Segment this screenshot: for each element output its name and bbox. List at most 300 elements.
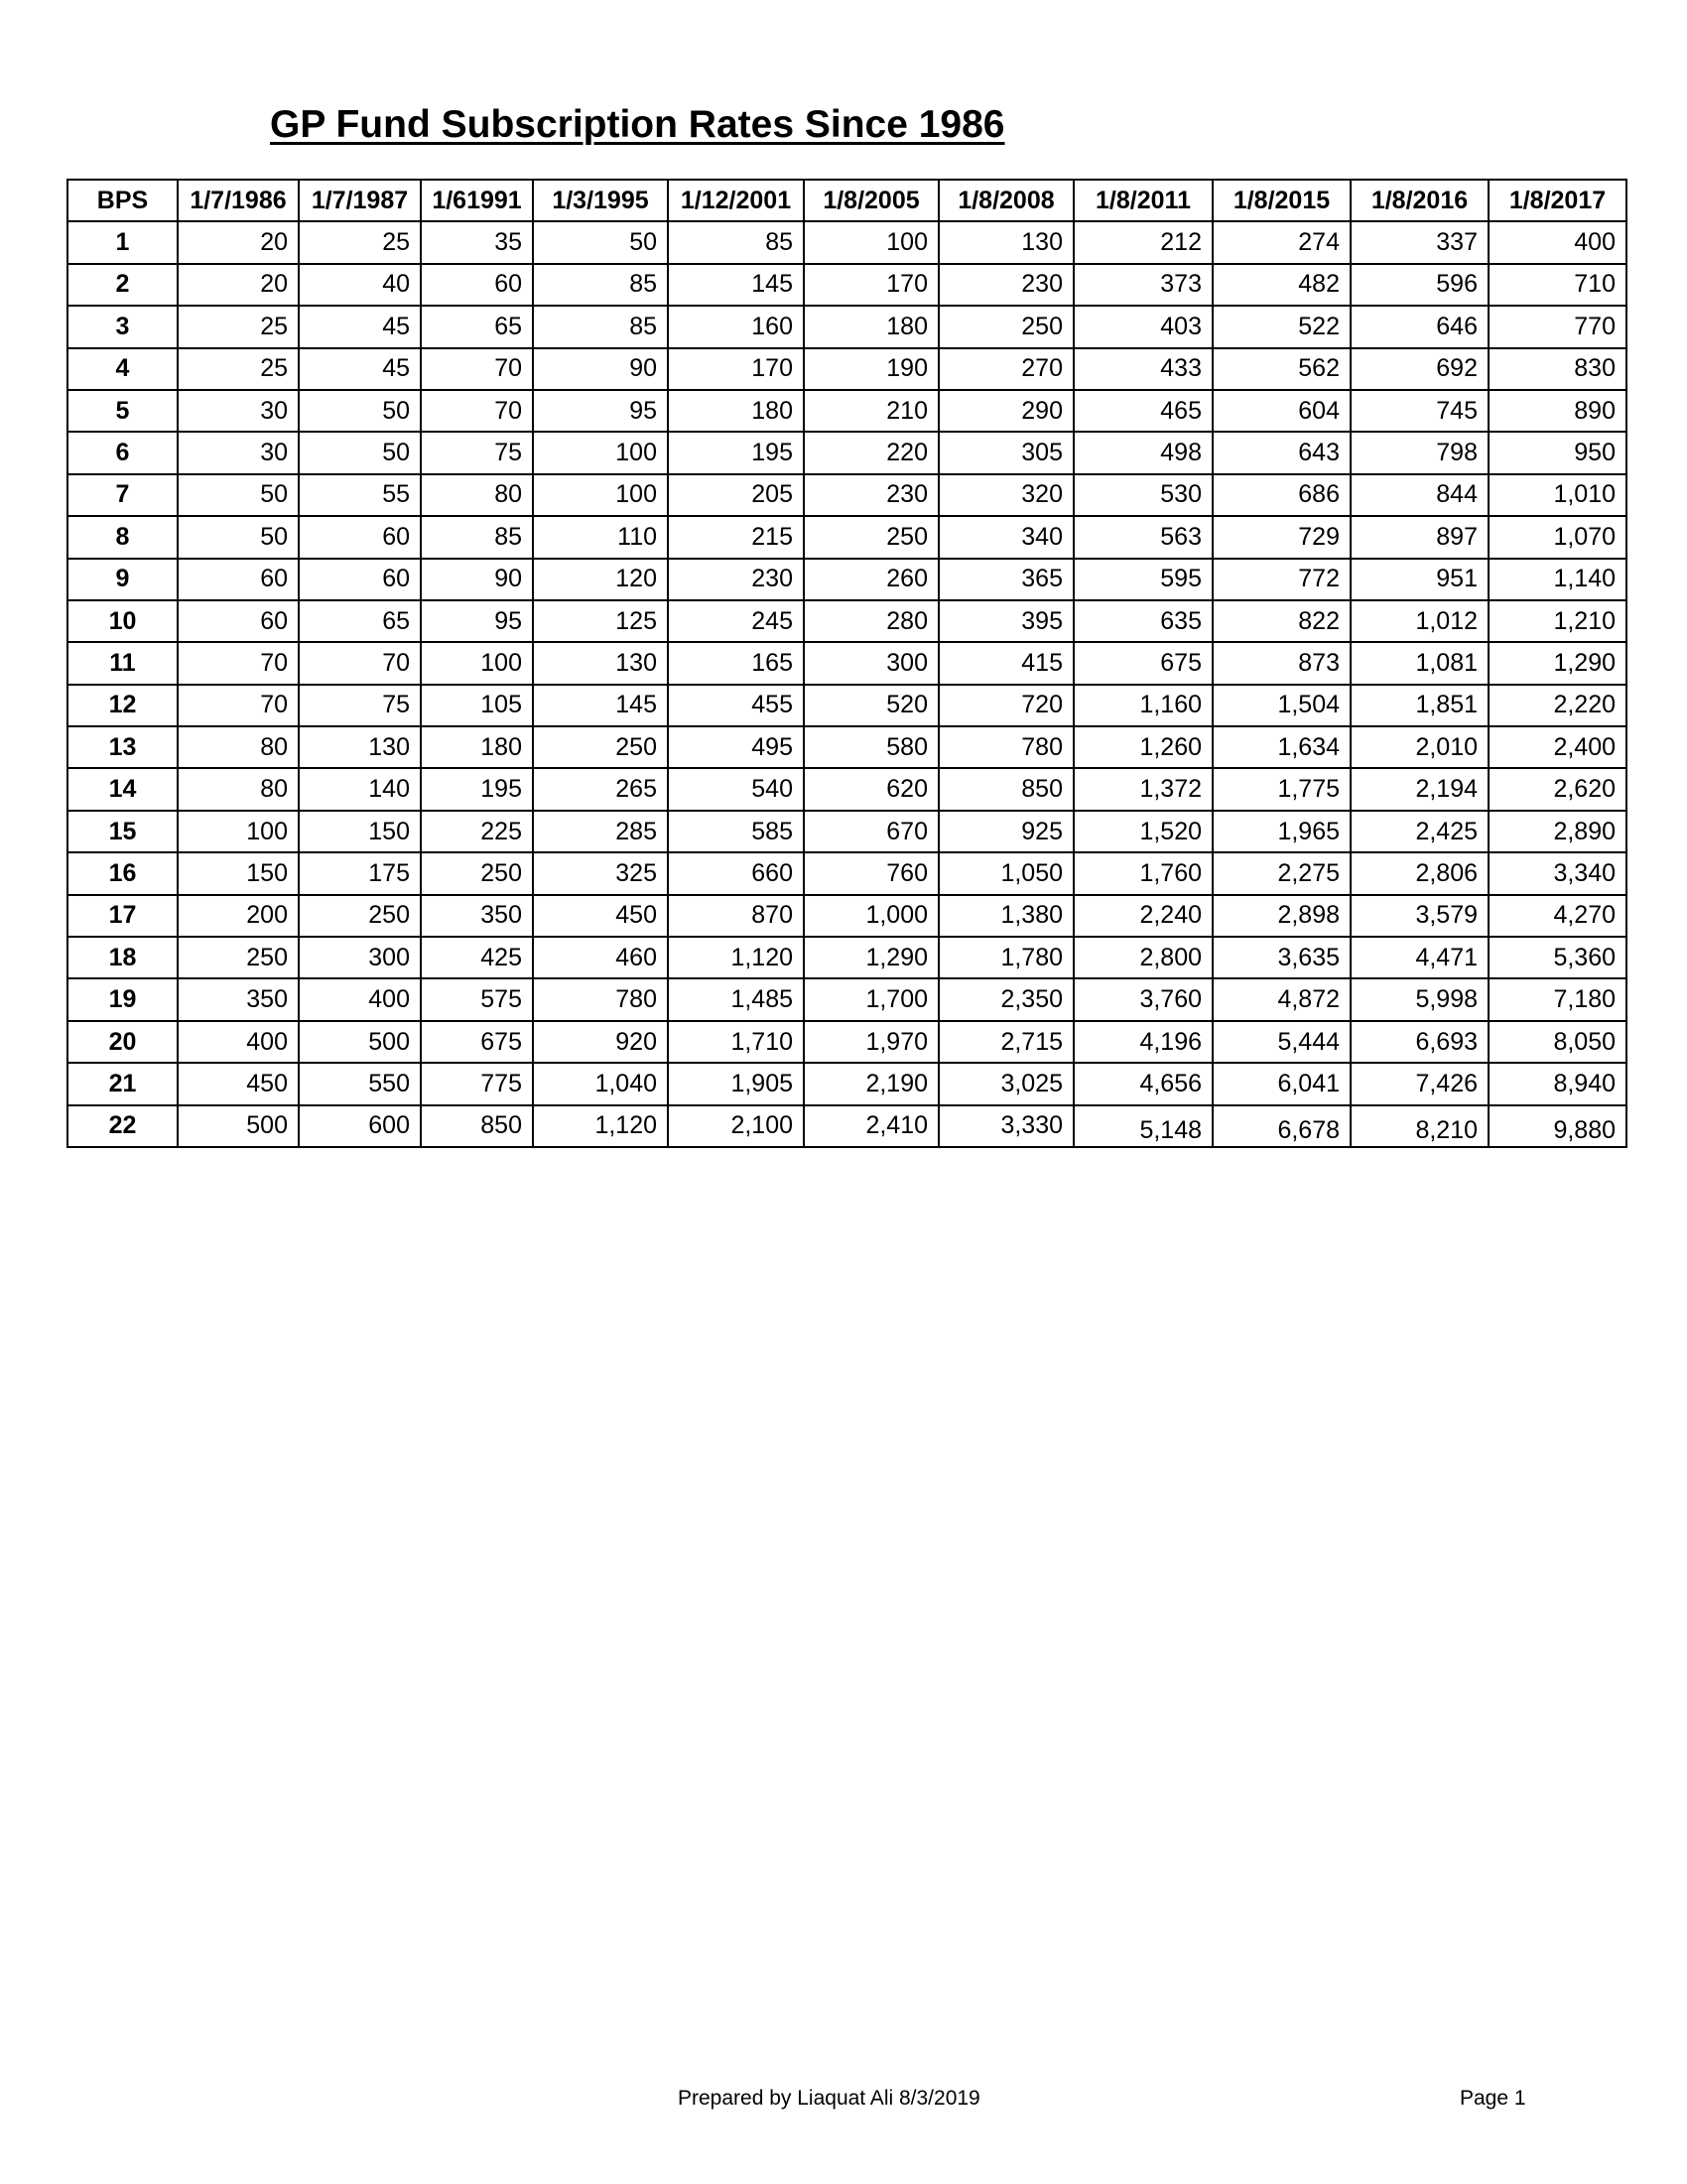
bps-grade-cell: 7	[67, 474, 178, 516]
rate-cell: 195	[421, 768, 533, 810]
rate-cell: 50	[299, 432, 421, 473]
rate-cell: 2,350	[939, 978, 1074, 1020]
rate-cell: 1,965	[1213, 811, 1351, 852]
rate-cell: 4,196	[1074, 1021, 1213, 1063]
rate-cell: 460	[533, 937, 668, 978]
rate-cell: 5,148	[1074, 1105, 1213, 1147]
bps-grade-cell: 19	[67, 978, 178, 1020]
rate-cell: 745	[1351, 390, 1489, 432]
rate-cell: 7,426	[1351, 1063, 1489, 1104]
rate-cell: 90	[421, 559, 533, 600]
rate-cell: 25	[178, 306, 299, 347]
rate-cell: 70	[178, 642, 299, 684]
bps-grade-cell: 18	[67, 937, 178, 978]
prepared-by-footer: Prepared by Liaquat Ali 8/3/2019	[678, 2087, 980, 2110]
rate-cell: 1,905	[668, 1063, 804, 1104]
rate-cell: 620	[804, 768, 939, 810]
rate-cell: 100	[533, 432, 668, 473]
rate-cell: 200	[178, 895, 299, 937]
rate-cell: 500	[299, 1021, 421, 1063]
rate-cell: 90	[533, 348, 668, 390]
rate-cell: 110	[533, 516, 668, 558]
column-header-date: 1/3/1995	[533, 180, 668, 221]
rate-cell: 6,693	[1351, 1021, 1489, 1063]
rate-cell: 1,081	[1351, 642, 1489, 684]
bps-grade-cell: 22	[67, 1105, 178, 1147]
rate-cell: 425	[421, 937, 533, 978]
table-row	[67, 1063, 1626, 1104]
rate-cell: 830	[1489, 348, 1626, 390]
rate-cell: 350	[421, 895, 533, 937]
rate-cell: 215	[668, 516, 804, 558]
rate-cell: 60	[421, 264, 533, 306]
bps-grade-cell: 5	[67, 390, 178, 432]
rate-cell: 465	[1074, 390, 1213, 432]
rate-cell: 1,000	[804, 895, 939, 937]
rate-cell: 60	[178, 559, 299, 600]
rate-cell: 522	[1213, 306, 1351, 347]
rate-cell: 25	[299, 221, 421, 263]
table-body	[67, 221, 1626, 1147]
rate-cell: 403	[1074, 306, 1213, 347]
rate-cell: 710	[1489, 264, 1626, 306]
rate-cell: 170	[668, 348, 804, 390]
rate-cell: 212	[1074, 221, 1213, 263]
rate-cell: 3,579	[1351, 895, 1489, 937]
bps-grade-cell: 1	[67, 221, 178, 263]
rate-cell: 230	[804, 474, 939, 516]
rate-cell: 3,340	[1489, 852, 1626, 894]
rate-cell: 1,372	[1074, 768, 1213, 810]
rate-cell: 100	[533, 474, 668, 516]
rate-cell: 365	[939, 559, 1074, 600]
rate-cell: 170	[804, 264, 939, 306]
rate-cell: 720	[939, 685, 1074, 726]
rate-cell: 160	[668, 306, 804, 347]
rate-cell: 1,504	[1213, 685, 1351, 726]
rate-cell: 4,270	[1489, 895, 1626, 937]
rate-cell: 220	[804, 432, 939, 473]
bps-grade-cell: 2	[67, 264, 178, 306]
rate-cell: 100	[804, 221, 939, 263]
rate-cell: 2,898	[1213, 895, 1351, 937]
rate-cell: 205	[668, 474, 804, 516]
rate-cell: 950	[1489, 432, 1626, 473]
rate-cell: 30	[178, 390, 299, 432]
rate-cell: 4,872	[1213, 978, 1351, 1020]
rate-cell: 500	[178, 1105, 299, 1147]
bps-grade-cell: 3	[67, 306, 178, 347]
rate-cell: 85	[533, 264, 668, 306]
table-row	[67, 474, 1626, 516]
rate-cell: 770	[1489, 306, 1626, 347]
rate-cell: 4,471	[1351, 937, 1489, 978]
rate-cell: 165	[668, 642, 804, 684]
rate-cell: 643	[1213, 432, 1351, 473]
rate-cell: 951	[1351, 559, 1489, 600]
rate-cell: 125	[533, 600, 668, 642]
rate-cell: 95	[421, 600, 533, 642]
rate-cell: 780	[939, 726, 1074, 768]
rate-cell: 3,760	[1074, 978, 1213, 1020]
table-row	[67, 852, 1626, 894]
rate-cell: 70	[421, 390, 533, 432]
rate-cell: 130	[299, 726, 421, 768]
rate-cell: 1,140	[1489, 559, 1626, 600]
rate-cell: 55	[299, 474, 421, 516]
rate-cell: 686	[1213, 474, 1351, 516]
rate-cell: 1,050	[939, 852, 1074, 894]
table-row	[67, 306, 1626, 347]
rate-cell: 498	[1074, 432, 1213, 473]
rate-cell: 195	[668, 432, 804, 473]
rate-cell: 75	[421, 432, 533, 473]
rate-cell: 635	[1074, 600, 1213, 642]
table-row	[67, 895, 1626, 937]
rate-cell: 80	[421, 474, 533, 516]
rate-cell: 775	[421, 1063, 533, 1104]
rate-cell: 2,425	[1351, 811, 1489, 852]
rate-cell: 585	[668, 811, 804, 852]
subscription-rates-table	[66, 179, 1627, 1148]
rate-cell: 25	[178, 348, 299, 390]
rate-cell: 596	[1351, 264, 1489, 306]
rate-cell: 145	[668, 264, 804, 306]
rate-cell: 822	[1213, 600, 1351, 642]
rate-cell: 30	[178, 432, 299, 473]
rate-cell: 175	[299, 852, 421, 894]
rate-cell: 1,290	[1489, 642, 1626, 684]
table-row	[67, 432, 1626, 473]
rate-cell: 520	[804, 685, 939, 726]
column-header-date: 1/7/1987	[299, 180, 421, 221]
rate-cell: 5,998	[1351, 978, 1489, 1020]
rate-cell: 2,010	[1351, 726, 1489, 768]
rate-cell: 130	[533, 642, 668, 684]
rate-cell: 20	[178, 221, 299, 263]
table-row	[67, 1105, 1626, 1147]
rate-cell: 600	[299, 1105, 421, 1147]
rate-cell: 575	[421, 978, 533, 1020]
rate-cell: 85	[668, 221, 804, 263]
rate-cell: 2,400	[1489, 726, 1626, 768]
rate-cell: 150	[178, 852, 299, 894]
rate-cell: 300	[804, 642, 939, 684]
bps-grade-cell: 12	[67, 685, 178, 726]
rate-cell: 772	[1213, 559, 1351, 600]
rate-cell: 604	[1213, 390, 1351, 432]
rate-cell: 250	[939, 306, 1074, 347]
rate-cell: 760	[804, 852, 939, 894]
rate-cell: 1,520	[1074, 811, 1213, 852]
rate-cell: 850	[421, 1105, 533, 1147]
rate-cell: 2,800	[1074, 937, 1213, 978]
table-row	[67, 221, 1626, 263]
rate-cell: 1,380	[939, 895, 1074, 937]
rate-cell: 50	[178, 516, 299, 558]
bps-grade-cell: 9	[67, 559, 178, 600]
rate-cell: 100	[421, 642, 533, 684]
bps-grade-cell: 14	[67, 768, 178, 810]
rate-cell: 400	[178, 1021, 299, 1063]
rate-cell: 70	[299, 642, 421, 684]
rate-cell: 20	[178, 264, 299, 306]
rate-cell: 2,806	[1351, 852, 1489, 894]
rate-cell: 1,210	[1489, 600, 1626, 642]
rate-cell: 675	[1074, 642, 1213, 684]
rate-cell: 60	[299, 559, 421, 600]
rate-cell: 140	[299, 768, 421, 810]
column-header-date: 1/12/2001	[668, 180, 804, 221]
column-header-bps: BPS	[67, 180, 178, 221]
rate-cell: 230	[939, 264, 1074, 306]
table-row	[67, 264, 1626, 306]
column-header-date: 1/8/2015	[1213, 180, 1351, 221]
rate-cell: 230	[668, 559, 804, 600]
rate-cell: 1,120	[668, 937, 804, 978]
rate-cell: 45	[299, 348, 421, 390]
rate-cell: 4,656	[1074, 1063, 1213, 1104]
rate-cell: 40	[299, 264, 421, 306]
rate-cell: 563	[1074, 516, 1213, 558]
table-row	[67, 516, 1626, 558]
rate-cell: 180	[421, 726, 533, 768]
rate-cell: 780	[533, 978, 668, 1020]
rate-cell: 60	[178, 600, 299, 642]
page-title: GP Fund Subscription Rates Since 1986	[270, 103, 1005, 146]
rate-cell: 85	[533, 306, 668, 347]
rate-cell: 844	[1351, 474, 1489, 516]
table-row	[67, 726, 1626, 768]
rate-cell: 5,444	[1213, 1021, 1351, 1063]
rate-cell: 250	[299, 895, 421, 937]
rate-cell: 433	[1074, 348, 1213, 390]
rate-cell: 250	[804, 516, 939, 558]
column-header-date: 1/7/1986	[178, 180, 299, 221]
rate-cell: 3,025	[939, 1063, 1074, 1104]
rate-cell: 70	[421, 348, 533, 390]
rate-cell: 1,040	[533, 1063, 668, 1104]
rate-cell: 1,851	[1351, 685, 1489, 726]
rate-cell: 2,275	[1213, 852, 1351, 894]
column-header-date: 1/8/2008	[939, 180, 1074, 221]
rate-cell: 250	[178, 937, 299, 978]
page-number: Page 1	[1460, 2087, 1526, 2110]
rate-cell: 415	[939, 642, 1074, 684]
bps-grade-cell: 10	[67, 600, 178, 642]
bps-grade-cell: 13	[67, 726, 178, 768]
rate-cell: 300	[299, 937, 421, 978]
rate-cell: 150	[299, 811, 421, 852]
rate-cell: 1,700	[804, 978, 939, 1020]
rate-cell: 290	[939, 390, 1074, 432]
rate-cell: 80	[178, 768, 299, 810]
rate-cell: 250	[533, 726, 668, 768]
rate-cell: 920	[533, 1021, 668, 1063]
rate-cell: 2,410	[804, 1105, 939, 1147]
column-header-date: 1/61991	[421, 180, 533, 221]
table-row	[67, 685, 1626, 726]
rate-cell: 873	[1213, 642, 1351, 684]
rate-cell: 285	[533, 811, 668, 852]
rate-cell: 60	[299, 516, 421, 558]
rate-cell: 1,634	[1213, 726, 1351, 768]
table-row	[67, 1021, 1626, 1063]
rate-cell: 274	[1213, 221, 1351, 263]
rate-cell: 2,220	[1489, 685, 1626, 726]
bps-grade-cell: 8	[67, 516, 178, 558]
column-header-date: 1/8/2016	[1351, 180, 1489, 221]
rate-cell: 100	[178, 811, 299, 852]
rate-cell: 105	[421, 685, 533, 726]
bps-grade-cell: 6	[67, 432, 178, 473]
rate-cell: 130	[939, 221, 1074, 263]
rate-cell: 562	[1213, 348, 1351, 390]
rate-cell: 50	[299, 390, 421, 432]
column-header-date: 1/8/2005	[804, 180, 939, 221]
rate-cell: 3,330	[939, 1105, 1074, 1147]
rate-cell: 180	[668, 390, 804, 432]
rate-cell: 8,050	[1489, 1021, 1626, 1063]
rate-cell: 190	[804, 348, 939, 390]
rate-cell: 35	[421, 221, 533, 263]
rate-cell: 245	[668, 600, 804, 642]
bps-grade-cell: 20	[67, 1021, 178, 1063]
rate-cell: 2,620	[1489, 768, 1626, 810]
bps-grade-cell: 17	[67, 895, 178, 937]
table-row	[67, 559, 1626, 600]
rate-cell: 2,190	[804, 1063, 939, 1104]
rate-cell: 675	[421, 1021, 533, 1063]
rate-cell: 70	[178, 685, 299, 726]
rate-cell: 890	[1489, 390, 1626, 432]
rate-cell: 50	[533, 221, 668, 263]
rate-cell: 75	[299, 685, 421, 726]
rate-cell: 897	[1351, 516, 1489, 558]
rate-cell: 305	[939, 432, 1074, 473]
rate-cell: 798	[1351, 432, 1489, 473]
rate-cell: 1,970	[804, 1021, 939, 1063]
rate-cell: 450	[533, 895, 668, 937]
rate-cell: 1,160	[1074, 685, 1213, 726]
rate-cell: 325	[533, 852, 668, 894]
bps-grade-cell: 4	[67, 348, 178, 390]
rate-cell: 6,678	[1213, 1105, 1351, 1147]
rate-cell: 595	[1074, 559, 1213, 600]
rate-cell: 120	[533, 559, 668, 600]
rate-cell: 5,360	[1489, 937, 1626, 978]
rate-cell: 450	[178, 1063, 299, 1104]
rate-cell: 270	[939, 348, 1074, 390]
rate-cell: 3,635	[1213, 937, 1351, 978]
rate-cell: 1,012	[1351, 600, 1489, 642]
rate-cell: 2,194	[1351, 768, 1489, 810]
rate-cell: 337	[1351, 221, 1489, 263]
rate-cell: 1,290	[804, 937, 939, 978]
rate-cell: 80	[178, 726, 299, 768]
rate-cell: 1,710	[668, 1021, 804, 1063]
rate-cell: 580	[804, 726, 939, 768]
rate-cell: 65	[421, 306, 533, 347]
rate-cell: 925	[939, 811, 1074, 852]
rate-cell: 660	[668, 852, 804, 894]
rate-cell: 260	[804, 559, 939, 600]
table-row	[67, 642, 1626, 684]
rate-cell: 670	[804, 811, 939, 852]
rate-cell: 320	[939, 474, 1074, 516]
rate-cell: 1,260	[1074, 726, 1213, 768]
table-row	[67, 348, 1626, 390]
rate-cell: 395	[939, 600, 1074, 642]
column-header-date: 1/8/2011	[1074, 180, 1213, 221]
bps-grade-cell: 21	[67, 1063, 178, 1104]
rate-cell: 7,180	[1489, 978, 1626, 1020]
rate-cell: 2,715	[939, 1021, 1074, 1063]
bps-grade-cell: 11	[67, 642, 178, 684]
table-row	[67, 978, 1626, 1020]
rate-cell: 1,070	[1489, 516, 1626, 558]
rate-cell: 400	[1489, 221, 1626, 263]
rate-cell: 9,880	[1489, 1105, 1626, 1147]
rate-cell: 455	[668, 685, 804, 726]
table-row	[67, 768, 1626, 810]
rate-cell: 1,010	[1489, 474, 1626, 516]
rate-cell: 482	[1213, 264, 1351, 306]
rate-cell: 280	[804, 600, 939, 642]
rate-cell: 85	[421, 516, 533, 558]
rate-cell: 495	[668, 726, 804, 768]
column-header-date: 1/8/2017	[1489, 180, 1626, 221]
rate-cell: 45	[299, 306, 421, 347]
rate-cell: 95	[533, 390, 668, 432]
rate-cell: 850	[939, 768, 1074, 810]
rate-cell: 50	[178, 474, 299, 516]
rate-cell: 250	[421, 852, 533, 894]
rate-cell: 1,780	[939, 937, 1074, 978]
rate-cell: 373	[1074, 264, 1213, 306]
rate-cell: 265	[533, 768, 668, 810]
rate-cell: 1,760	[1074, 852, 1213, 894]
rate-cell: 729	[1213, 516, 1351, 558]
rate-cell: 145	[533, 685, 668, 726]
rate-cell: 646	[1351, 306, 1489, 347]
table-row	[67, 811, 1626, 852]
table-row	[67, 937, 1626, 978]
rate-cell: 692	[1351, 348, 1489, 390]
rate-cell: 2,890	[1489, 811, 1626, 852]
table-row	[67, 600, 1626, 642]
rate-cell: 400	[299, 978, 421, 1020]
rate-cell: 6,041	[1213, 1063, 1351, 1104]
rate-cell: 210	[804, 390, 939, 432]
rate-cell: 2,100	[668, 1105, 804, 1147]
rate-cell: 8,940	[1489, 1063, 1626, 1104]
rate-cell: 1,775	[1213, 768, 1351, 810]
rate-cell: 530	[1074, 474, 1213, 516]
rate-cell: 65	[299, 600, 421, 642]
rate-cell: 540	[668, 768, 804, 810]
rate-cell: 1,120	[533, 1105, 668, 1147]
table-row	[67, 390, 1626, 432]
rate-cell: 8,210	[1351, 1105, 1489, 1147]
rate-cell: 350	[178, 978, 299, 1020]
rate-cell: 550	[299, 1063, 421, 1104]
rate-cell: 180	[804, 306, 939, 347]
rate-cell: 870	[668, 895, 804, 937]
rate-cell: 225	[421, 811, 533, 852]
rate-cell: 1,485	[668, 978, 804, 1020]
table-header-row	[67, 180, 1626, 221]
